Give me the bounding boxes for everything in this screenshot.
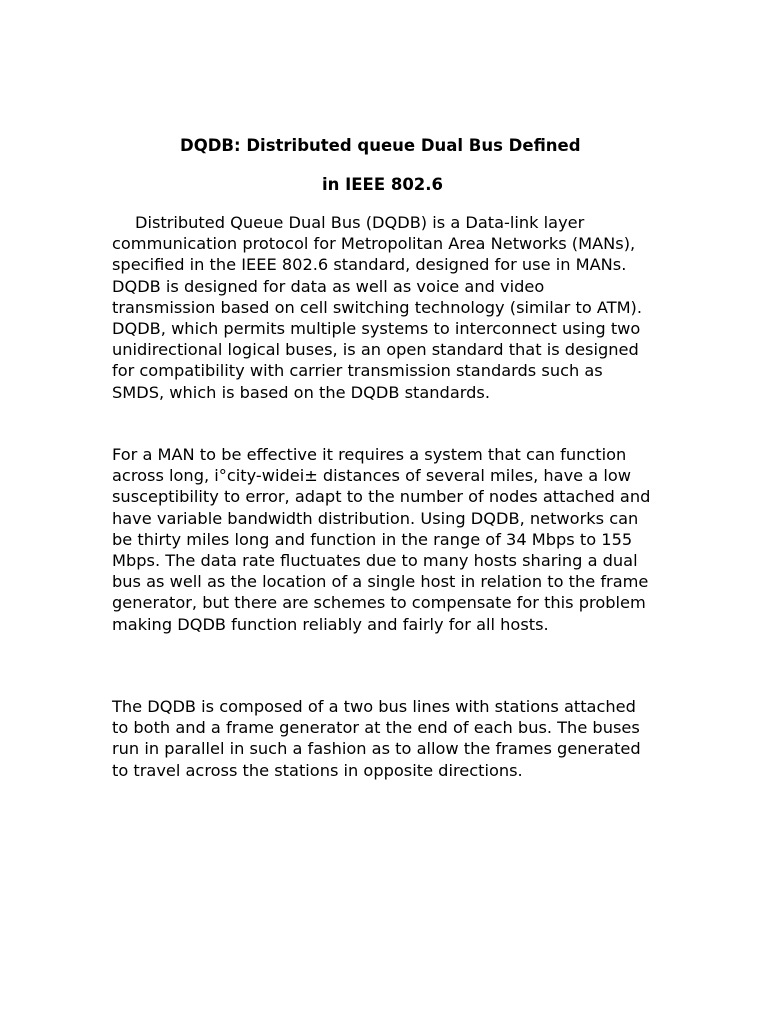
- paragraph-man-requirements: For a MAN to be effective it requires a system that can function across long, i°city-widei± distances of several miles, have a low susceptibility to error, adapt to the number of nodes attached and have variable bandwidth distribution. Using DQDB, networks can be thirty miles long and function in the range of 34 Mbps to 155 Mbps. The data rate fluctuates due to many hosts sharing a dual bus as well as the location of a single host in relation to the frame generator, but there are schemes to compensate for this problem making DQDB function reliably and fairly for all hosts.: [112, 445, 651, 634]
- paragraph-dqdb-definition: Distributed Queue Dual Bus (DQDB) is a Data-link layer communication protocol for Metropolitan Area Networks (MANs), specified in the IEEE 802.6 standard, designed for use in MANs. DQDB is designed for data as well as voice and video transmission based on cell switching technology (similar to ATM). DQDB, which permits multiple systems to interconnect using two unidirectional logical buses, is an open standard that is designed for compatibility with carrier transmission standards such as SMDS, which is based on the DQDB standards.: [112, 213, 643, 402]
- document-title-line-1: DQDB: Distributed queue Dual Bus Defined: [180, 136, 581, 155]
- document-title-line-2: in IEEE 802.6: [322, 175, 444, 194]
- paragraph-dqdb-composition: The DQDB is composed of a two bus lines with stations attached to both and a frame generator at the end of each bus. The buses run in parallel in such a fashion as to allow the frames generated to travel across the stations in opposite directions.: [112, 697, 641, 780]
